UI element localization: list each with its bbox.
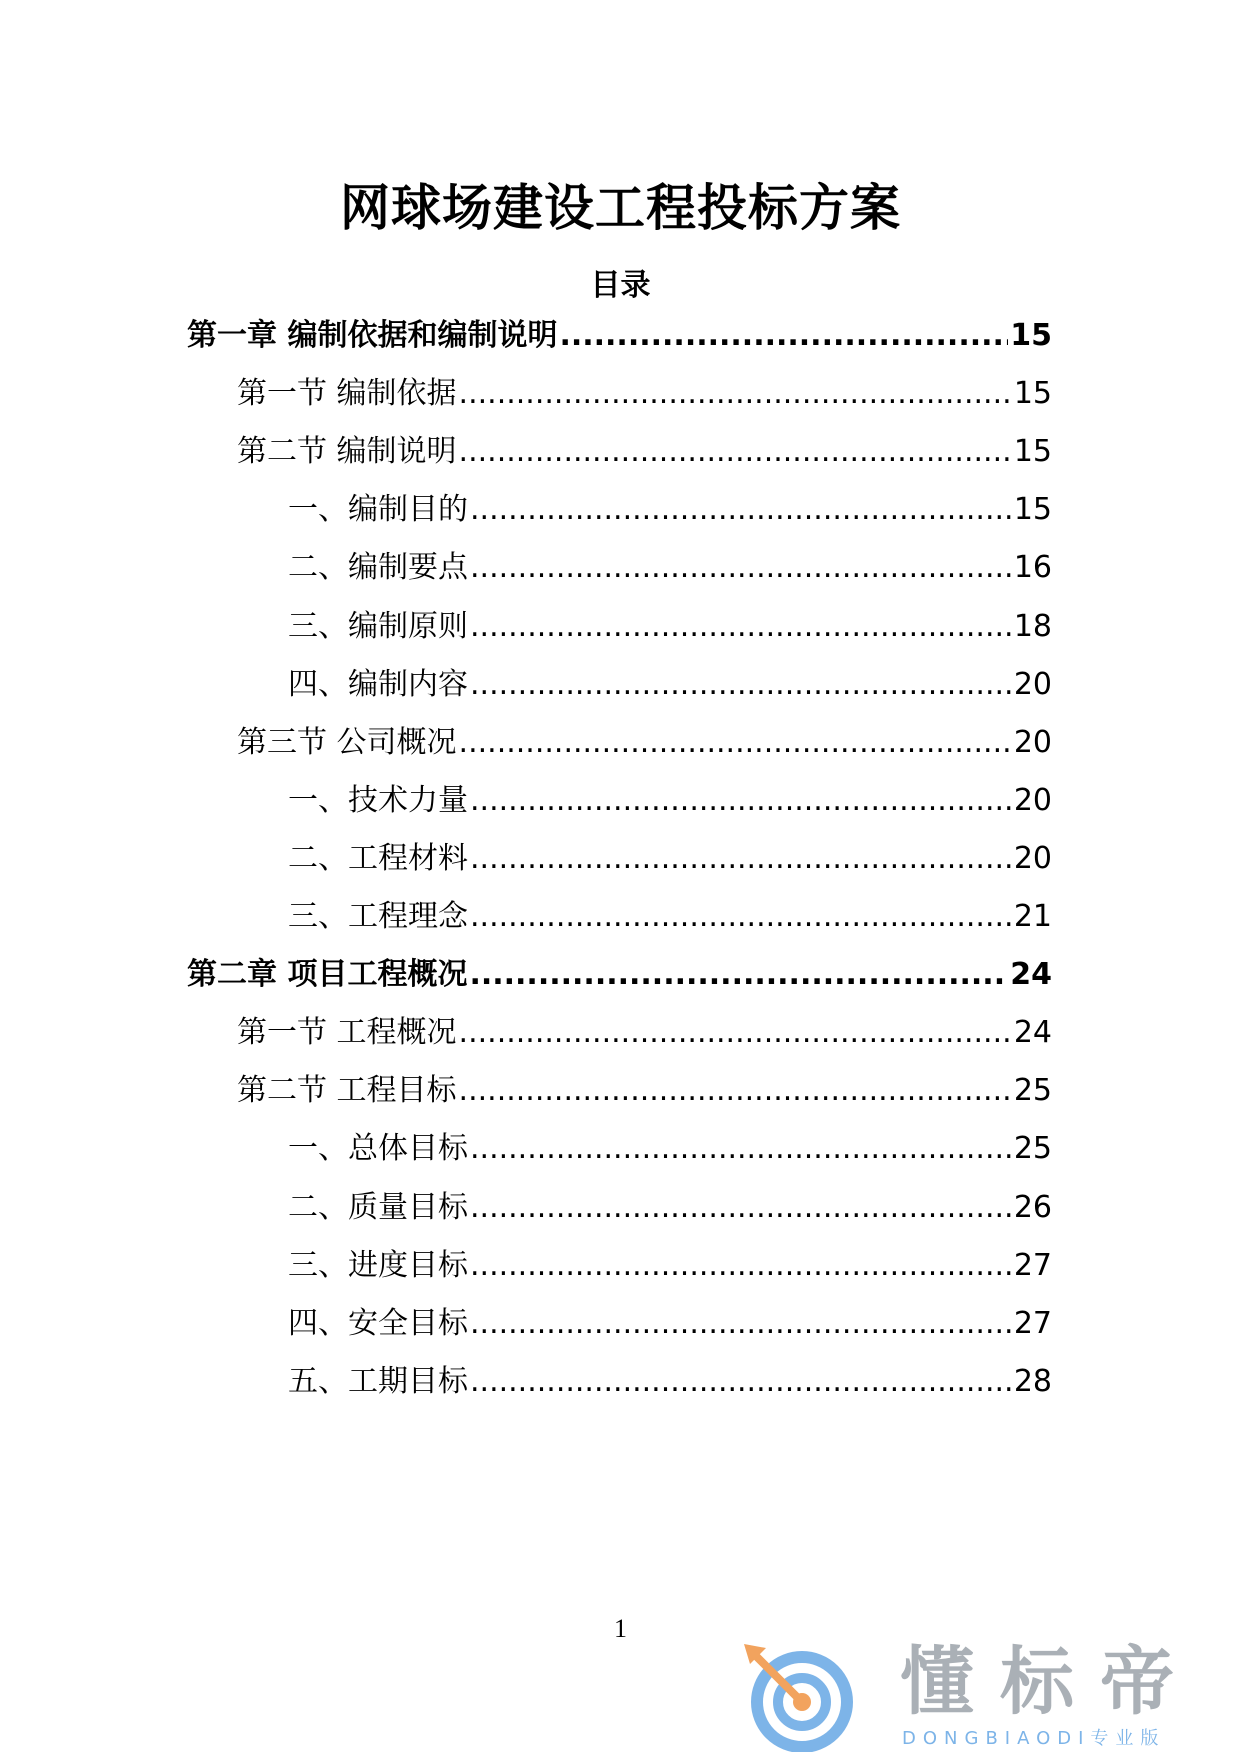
toc-leader-dots	[469, 942, 1008, 1007]
toc-entry-page: 26	[1013, 1189, 1052, 1225]
toc-entry-page: 15	[1013, 434, 1052, 470]
toc-entry-label: 第二节 工程目标	[237, 1073, 457, 1109]
toc-entry[interactable]	[288, 594, 1052, 659]
toc-leader-dots	[459, 1058, 1012, 1123]
toc-entry[interactable]	[237, 710, 1052, 775]
toc-entry-label: 第三节 公司概况	[237, 724, 457, 760]
watermark-brand-text: 懂标帝	[900, 1639, 1200, 1725]
toc-entry-page: 25	[1013, 1131, 1052, 1167]
toc-entry-label: 第一节 编制依据	[237, 376, 457, 412]
toc-entry-label: 二、工程材料	[288, 840, 468, 876]
toc-entry[interactable]	[288, 1349, 1052, 1414]
toc-entry-page: 15	[1013, 376, 1052, 412]
toc-entry-label: 三、工程理念	[288, 899, 468, 934]
toc-entry-page: 25	[1013, 1073, 1052, 1109]
toc-entry-page: 20	[1013, 724, 1052, 760]
toc-entry-label: 三、编制原则	[288, 608, 468, 644]
toc-leader-dots	[470, 652, 1012, 717]
toc-leader-dots	[470, 594, 1012, 659]
toc-entry[interactable]	[237, 1058, 1052, 1123]
toc-entry[interactable]	[288, 652, 1052, 717]
watermark-logo	[740, 1636, 1220, 1752]
toc-entry-page: 20	[1013, 666, 1052, 702]
toc-leader-dots	[459, 710, 1012, 775]
toc-entry[interactable]	[237, 361, 1052, 426]
toc-leader-dots	[459, 361, 1012, 426]
toc-entry-label: 一、编制目的	[288, 492, 468, 528]
toc-leader-dots	[470, 1291, 1012, 1356]
toc-entry-page: 27	[1013, 1247, 1052, 1283]
watermark-subtitle: DONGBIAODI专业版	[902, 1728, 1166, 1749]
toc-entry-page: 15	[1010, 318, 1052, 353]
toc-entry-page: 16	[1013, 550, 1052, 586]
toc-entry[interactable]	[288, 535, 1052, 600]
toc-entry-label: 四、安全目标	[288, 1305, 468, 1341]
toc-entry-label: 第一章 编制依据和编制说明	[187, 318, 558, 353]
toc-leader-dots	[470, 884, 1012, 949]
toc-entry[interactable]	[237, 419, 1052, 484]
toc-entry-label: 第一节 工程概况	[237, 1015, 457, 1051]
toc-entry-label: 四、编制内容	[288, 666, 468, 702]
toc-entry-page: 27	[1013, 1305, 1052, 1341]
toc-heading: 目录	[590, 268, 651, 303]
toc-leader-dots	[459, 1000, 1012, 1065]
target-arrow-icon	[740, 1636, 870, 1752]
toc-entry-page: 20	[1013, 782, 1052, 818]
toc-entry[interactable]	[187, 303, 1052, 368]
toc-entry[interactable]	[288, 1175, 1052, 1240]
toc-leader-dots	[470, 1349, 1012, 1414]
toc-entry[interactable]	[187, 942, 1052, 1007]
toc-leader-dots	[559, 303, 1008, 368]
toc-entry-page: 15	[1013, 492, 1052, 528]
toc-entry-page: 24	[1013, 1015, 1052, 1051]
toc-entry-page: 28	[1013, 1363, 1052, 1399]
toc-entry-label: 一、技术力量	[288, 782, 468, 818]
toc-leader-dots	[470, 1116, 1012, 1181]
toc-leader-dots	[470, 477, 1012, 542]
toc-entry-label: 第二章 项目工程概况	[187, 957, 468, 993]
toc-entry[interactable]	[237, 1000, 1052, 1065]
page-title: 网球场建设工程投标方案	[340, 179, 901, 237]
toc-entry-page: 24	[1010, 957, 1052, 993]
toc-entry-page: 18	[1013, 608, 1052, 644]
toc-entry-label: 三、进度目标	[288, 1247, 468, 1283]
toc-entry[interactable]	[288, 1233, 1052, 1298]
toc-entry-label: 二、质量目标	[288, 1189, 468, 1225]
toc-leader-dots	[470, 826, 1012, 891]
toc-entry[interactable]	[288, 1291, 1052, 1356]
toc-entry-page: 21	[1013, 899, 1052, 934]
toc-leader-dots	[470, 1175, 1012, 1240]
toc-entry-label: 第二节 编制说明	[237, 434, 457, 470]
toc-leader-dots	[470, 768, 1012, 833]
toc-leader-dots	[470, 1233, 1012, 1298]
toc-entry[interactable]	[288, 477, 1052, 542]
toc-entry[interactable]	[288, 1116, 1052, 1181]
toc-leader-dots	[459, 419, 1012, 484]
toc-entry[interactable]	[288, 826, 1052, 891]
page-number: 1	[614, 1614, 627, 1643]
toc-entry-page: 20	[1013, 840, 1052, 876]
toc-leader-dots	[470, 535, 1012, 600]
toc-entry-label: 一、总体目标	[288, 1131, 468, 1167]
toc-entry[interactable]	[288, 884, 1052, 949]
toc-entry-label: 五、工期目标	[288, 1363, 468, 1399]
toc-entry[interactable]	[288, 768, 1052, 833]
toc-entry-label: 二、编制要点	[288, 550, 468, 586]
